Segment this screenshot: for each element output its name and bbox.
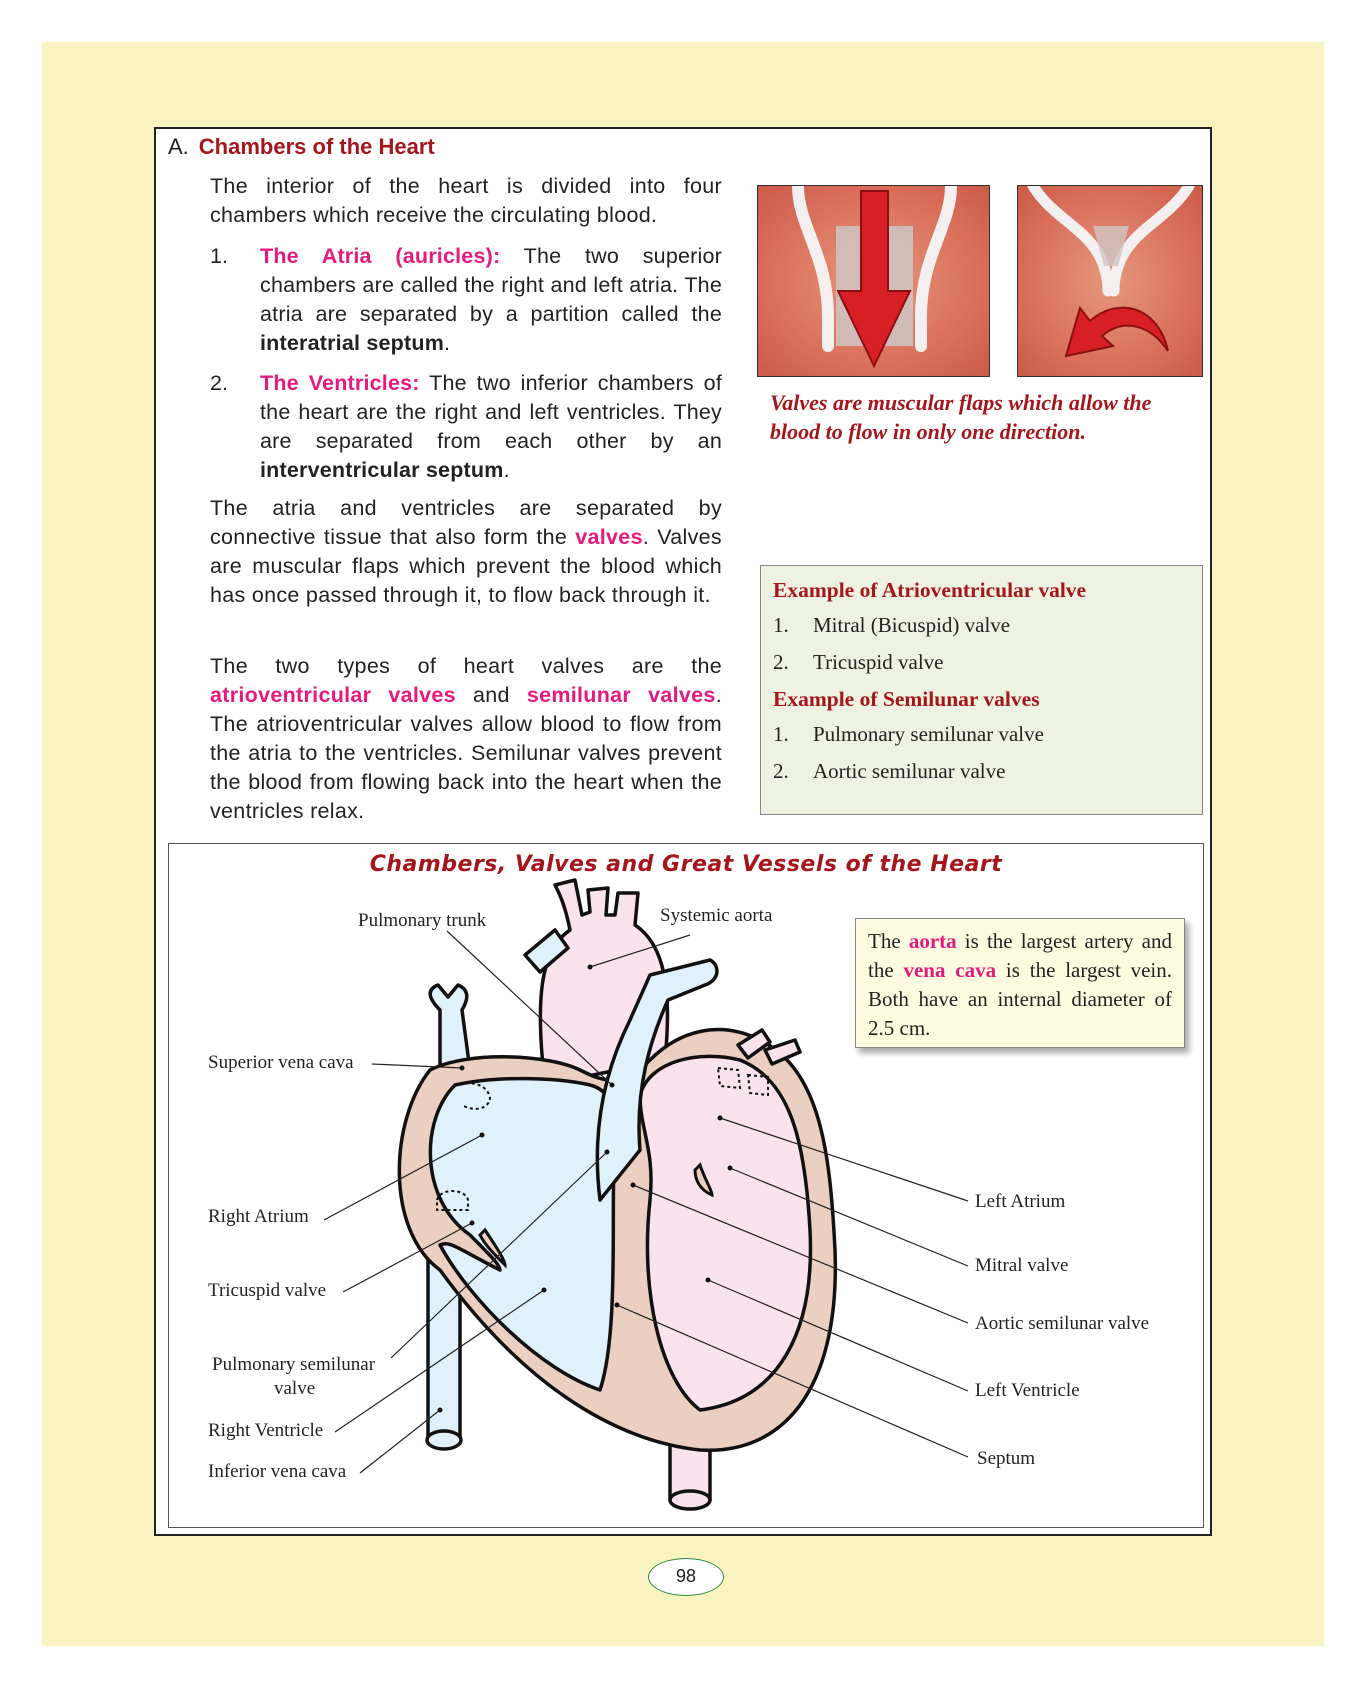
label-aortic-semilunar-valve: Aortic semilunar valve bbox=[975, 1313, 1150, 1334]
valves-text-a: The atria and ventricles are separated by connective tissue that also form the bbox=[210, 496, 722, 549]
item-number: 1. bbox=[773, 613, 789, 637]
label-pulmonary-semilunar-line2: valve bbox=[274, 1378, 316, 1399]
item-number: 2. bbox=[773, 650, 789, 674]
section-letter: A. bbox=[168, 134, 189, 159]
term-ventricles: The Ventricles: bbox=[260, 371, 420, 395]
info-text-a: The bbox=[868, 929, 909, 953]
term-interatrial-septum: interatrial septum bbox=[260, 331, 445, 355]
list-number: 2. bbox=[210, 371, 228, 395]
label-septum: Septum bbox=[977, 1448, 1036, 1469]
list-number: 1. bbox=[210, 244, 228, 268]
label-tricuspid-valve: Tricuspid valve bbox=[208, 1280, 327, 1301]
section-title: Chambers of the Heart bbox=[198, 134, 435, 159]
term-semilunar-valves: semilunar valves bbox=[526, 683, 716, 707]
sl-heading: Example of Semilunar valves bbox=[773, 687, 1040, 711]
item-text: Mitral (Bicuspid) valve bbox=[813, 613, 1011, 637]
valve-caption: Valves are muscular flaps which allow the blood to flow in only one direction. bbox=[770, 390, 1152, 444]
descending-aorta-opening bbox=[670, 1491, 710, 1509]
label-pulmonary-semilunar-line1: Pulmonary semilunar bbox=[212, 1354, 376, 1375]
label-mitral-valve: Mitral valve bbox=[975, 1255, 1069, 1276]
diagram-title: Chambers, Valves and Great Vessels of the Heart bbox=[369, 852, 1003, 877]
label-left-atrium: Left Atrium bbox=[975, 1191, 1066, 1212]
term-vena-cava: vena cava bbox=[903, 958, 997, 982]
term-interventricular-septum: interventricular septum bbox=[260, 458, 504, 482]
types-text-and: and bbox=[455, 683, 527, 707]
label-right-atrium: Right Atrium bbox=[208, 1206, 309, 1227]
atria-text: The two superior chambers are called the right and left atria. The atria are separated by a partition called the bbox=[260, 244, 722, 326]
av-heading: Example of Atrioventricular valve bbox=[773, 578, 1087, 602]
item-number: 2. bbox=[773, 759, 789, 783]
types-text-b: . The atrioventricular valves allow blood to flow from the atria to the ventricles. Semilunar valves prevent the blood from flowing back into the heart when the ventricles relax. bbox=[210, 683, 722, 823]
info-text-c: is the largest vein. Both have an internal diameter of 2.5 cm. bbox=[868, 958, 1173, 1040]
valves-text-b: . Valves are muscular flaps which prevent the blood which has once passed through it, to flow back through it. bbox=[210, 525, 722, 607]
ventricles-text: The two inferior chambers of the heart are the right and left ventricles. They are separated from each other by an bbox=[260, 371, 722, 453]
item-text: Pulmonary semilunar valve bbox=[813, 722, 1044, 746]
types-text-a: The two types of heart valves are the bbox=[210, 654, 722, 678]
intro-paragraph: The interior of the heart is divided into four chambers which receive the circulating blood. bbox=[210, 174, 722, 227]
aorta-info-box bbox=[855, 918, 1185, 1048]
item-text: Tricuspid valve bbox=[813, 650, 944, 674]
inferior-vena-cava-opening bbox=[427, 1431, 461, 1449]
label-superior-vena-cava: Superior vena cava bbox=[208, 1052, 354, 1073]
ventricles-end: . bbox=[503, 458, 510, 482]
left-heart-chamber bbox=[640, 1056, 810, 1410]
label-right-ventricle: Right Ventricle bbox=[208, 1420, 324, 1441]
term-valves: valves bbox=[575, 525, 643, 549]
atria-end: . bbox=[444, 331, 451, 355]
label-pulmonary-trunk: Pulmonary trunk bbox=[358, 910, 487, 931]
label-left-ventricle: Left Ventricle bbox=[975, 1380, 1080, 1401]
superior-vena-cava-shape bbox=[430, 985, 470, 1070]
label-systemic-aorta: Systemic aorta bbox=[660, 905, 773, 926]
term-atria: The Atria (auricles): bbox=[260, 244, 501, 268]
page-number: 98 bbox=[648, 1558, 724, 1596]
item-number: 1. bbox=[773, 722, 789, 746]
item-text: Aortic semilunar valve bbox=[813, 759, 1006, 783]
term-atrioventricular-valves: atrioventricular valves bbox=[210, 683, 456, 707]
term-aorta: aorta bbox=[908, 929, 957, 953]
label-inferior-vena-cava: Inferior vena cava bbox=[208, 1461, 347, 1482]
info-text-b: is the largest artery and the bbox=[868, 929, 1172, 982]
